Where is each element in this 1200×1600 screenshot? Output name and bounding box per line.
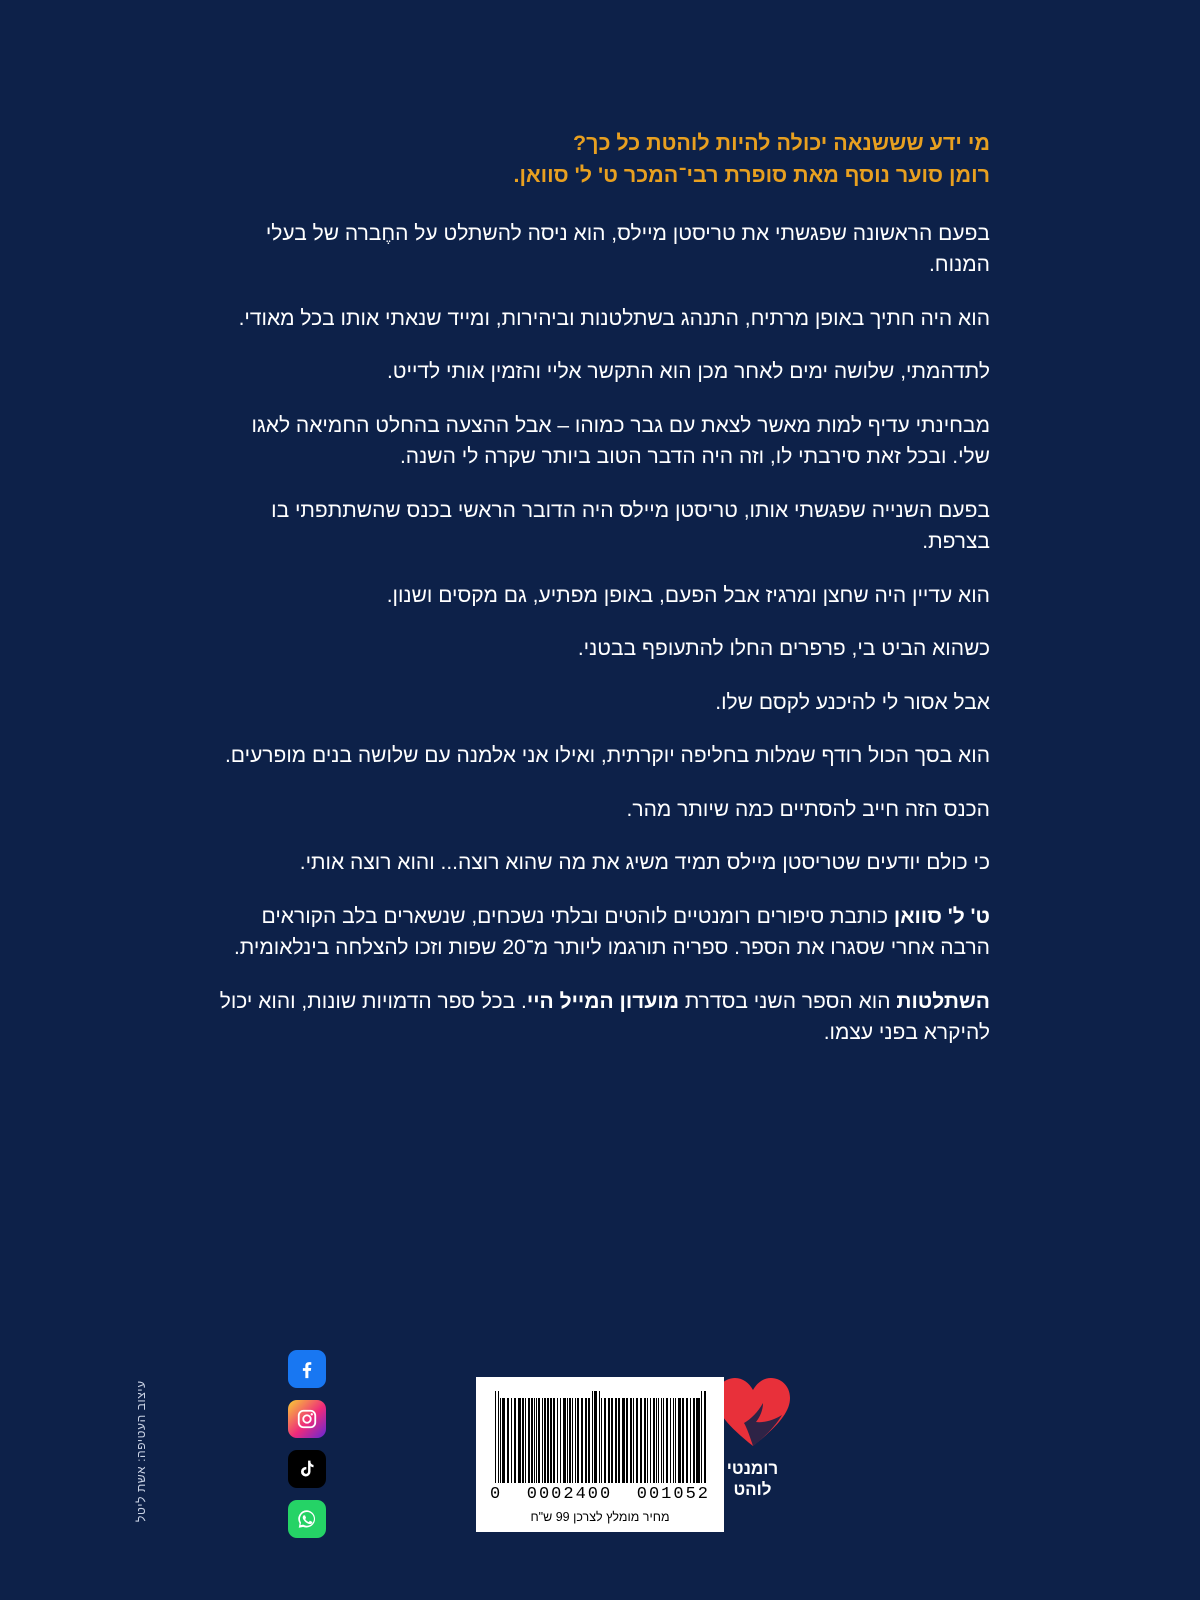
- series-note-end: . בכל ספר הדמויות שונות, והוא יכול להיקרא בפני עצמו.: [219, 989, 990, 1045]
- blurb-paragraph: מבחינתי עדיף למות מאשר לצאת עם גבר כמוהו – אבל ההצעה בהחלט החמיאה לאגו שלי. ובכל זאת סירבתי לו, וזה היה הדבר הטוב ביותר שקרה לי השנה.: [251, 413, 990, 469]
- whatsapp-icon[interactable]: [288, 1500, 326, 1538]
- author-name: ט' ל' סוואן: [893, 904, 990, 928]
- blurb-paragraph: הוא היה חתיך באופן מרתיח, התנהג בשתלטנות וביהירות, ומייד שנאתי אותו בכל מאודי.: [238, 306, 990, 330]
- blurb-paragraph: כי כולם יודעים שטריסטן מיילס תמיד משיג את מה שהוא רוצה... והוא רוצה אותי.: [299, 851, 990, 875]
- barcode-bars: [494, 1391, 706, 1483]
- blurb-paragraph: כשהוא הביט בי, פרפרים החלו להתעופף בבטני.: [577, 637, 990, 661]
- barcode-digit-left: 0: [490, 1485, 503, 1504]
- cover-text-block: [210, 128, 990, 1049]
- headline-line-1: מי ידע שששנאה יכולה להיות לוהטת כל כך?: [573, 131, 990, 155]
- blurb-paragraph: לתדהמתי, שלושה ימים לאחר מכן הוא התקשר אליי והזמין אותי לדייט.: [386, 360, 990, 384]
- author-bio: [210, 901, 990, 964]
- barcode: [476, 1377, 724, 1532]
- cover-footer: [0, 1270, 1200, 1600]
- book-title: השתלטות: [896, 989, 990, 1013]
- blurb-paragraph: בפעם השנייה שפגשתי אותו, טריסטן מיילס היה הדובר הראשי בכנס שהשתתפתי בו בצרפת.: [271, 498, 990, 554]
- barcode-digits: [488, 1485, 712, 1504]
- blurb-paragraph: בפעם הראשונה שפגשתי את טריסטן מיילס, הוא ניסה להשתלט על החֶברה של בעלי המנוח.: [265, 221, 990, 277]
- series-title: מועדון המייל היי: [526, 989, 679, 1013]
- headline: [210, 128, 990, 192]
- series-note: [210, 986, 990, 1049]
- cover-design-credit: עיצוב העטיפה: אשת ליטל: [134, 1380, 148, 1522]
- blurb-paragraph: הוא בסך הכול רודף שמלות בחליפה יוקרתית, ואילו אני אלמנה עם שלושה בנים מופרעים.: [224, 744, 990, 768]
- facebook-icon[interactable]: [288, 1350, 326, 1388]
- author-bio-text: כותבת סיפורים רומנטיים לוהטים ובלתי נשכחים, שנשארים בלב הקוראים הרבה אחרי שסגרו את הספר. ספריה תורגמו ליותר מ־20 שפות וזכו להצלחה בינלאומית.: [233, 904, 990, 960]
- social-icons: [288, 1350, 326, 1538]
- blurb-paragraph: הכנס הזה חייב להסתיים כמה שיותר מהר.: [626, 797, 990, 821]
- publisher-name-line-1: רומנטי: [726, 1458, 779, 1478]
- barcode-digit-right: 001052: [636, 1485, 710, 1504]
- price-text: מחיר מומלץ לצרכן 99 ש"ח: [530, 1510, 670, 1524]
- blurb-paragraph: אבל אסור לי להיכנע לקסם שלו.: [715, 690, 990, 714]
- instagram-icon[interactable]: [288, 1400, 326, 1438]
- series-note-middle: הוא הספר השני בסדרת: [679, 989, 897, 1013]
- publisher-name-line-2: לוהט: [733, 1479, 772, 1499]
- headline-line-2: רומן סוער נוסף מאת סופרת רבי־המכר ט' ל' סוואן.: [513, 162, 990, 187]
- heart-icon: [714, 1376, 792, 1448]
- tiktok-icon[interactable]: [288, 1450, 326, 1488]
- barcode-digit-mid: 0002400: [526, 1485, 613, 1504]
- blurb-paragraph: הוא עדיין היה שחצן ומרגיז אבל הפעם, באופן מפתיע, גם מקסים ושנון.: [386, 583, 990, 607]
